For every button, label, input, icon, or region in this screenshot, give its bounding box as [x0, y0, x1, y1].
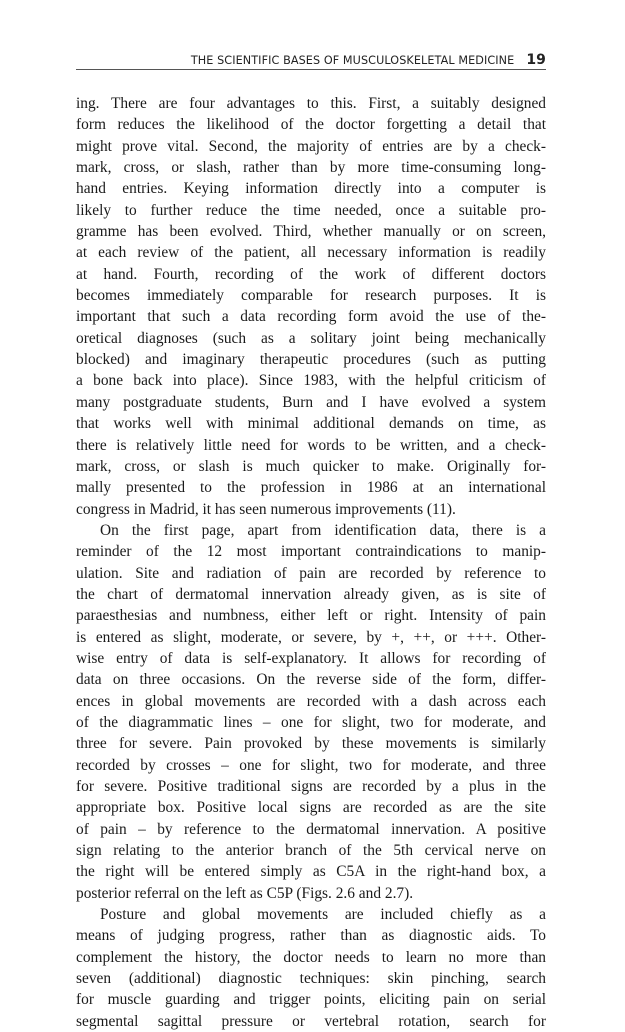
text-line: for severe. Positive traditional signs are recorded by a plus in the [76, 778, 546, 795]
text-line: segmental sagittal pressure or vertebral rotation, search for [76, 1012, 546, 1030]
text-line: important that such a data recording form avoid the use of the- [76, 308, 546, 326]
text-line: the chart of dermatomal innervation already given, as is site of [76, 585, 546, 603]
paragraph-1 [76, 93, 546, 520]
text-line: ing. There are four advantages to this. First, a suitably designed [76, 95, 546, 112]
text-line: for muscle guarding and trigger points, eliciting pain on serial [76, 991, 546, 1009]
text-line: form reduces the likelihood of the doctor forgetting a detail that [76, 116, 546, 134]
text-line: mark, cross, or slash is much quicker to make. Originally for- [76, 457, 546, 475]
text-line: blocked) and imaginary therapeutic procedures (such as putting [76, 351, 546, 369]
paragraph-3 [76, 904, 546, 1032]
text-line: appropriate box. Positive local signs are recorded as are the site [76, 799, 546, 817]
text-line: at hand. Fourth, recording of the work of different doctors [76, 265, 546, 283]
text-line: mark, cross, or slash, rather than by more time-consuming long- [76, 159, 546, 177]
text-line: paraesthesias and numbness, either left or right. Intensity of pain [76, 607, 546, 625]
text-line: might prove vital. Second, the majority of entries are by a check- [76, 137, 546, 155]
text-line: reminder of the 12 most important contraindications to manip- [76, 543, 546, 561]
paragraph-2 [76, 520, 546, 904]
text-line: Posture and global movements are included chiefly as a [100, 906, 546, 924]
text-line: a bone back into place). Since 1983, with the helpful criticism of [76, 372, 546, 390]
text-line: of the diagrammatic lines – one for slight, two for moderate, and [76, 713, 546, 731]
running-title: THE SCIENTIFIC BASES OF MUSCULOSKELETAL MEDICINE [190, 54, 515, 67]
text-line: wise entry of data is self-explanatory. It allows for recording of [76, 649, 546, 667]
text-line: ences in global movements are recorded with a dash across each [76, 692, 546, 710]
text-line: congress in Madrid, it has seen numerous improvements (11). [76, 500, 456, 518]
text-line: of pain – by reference to the dermatomal innervation. A positive [76, 820, 546, 838]
text-line: data on three occasions. On the reverse side of the form, differ- [76, 671, 546, 689]
text-line: gramme has been evolved. Third, whether manually or on screen, [76, 223, 546, 241]
text-line: means of judging progress, rather than as diagnostic aids. To [76, 927, 546, 945]
text-line: posterior referral on the left as C5P (Figs. 2.6 and 2.7). [76, 884, 414, 902]
text-line: On the first page, apart from identification data, there is a [100, 521, 546, 539]
text-line: hand entries. Keying information directly into a computer is [76, 180, 546, 198]
text-line: is entered as slight, moderate, or severe, by +, ++, or +++. Other- [76, 628, 546, 646]
text-line: sign relating to the anterior branch of the 5th cervical nerve on [76, 842, 546, 860]
text-line: becomes immediately comparable for research purposes. It is [76, 287, 546, 305]
text-line: many postgraduate students, Burn and I have evolved a system [76, 393, 546, 411]
page-number: 19 [526, 52, 546, 68]
text-line: at each review of the patient, all necessary information is readily [76, 244, 546, 262]
text-line: likely to further reduce the time needed, once a suitable pro- [76, 201, 546, 219]
text-line: the right will be entered simply as C5A in the right-hand box, a [76, 863, 546, 881]
text-line: ulation. Site and radiation of pain are recorded by reference to [76, 564, 546, 582]
body-text [76, 93, 546, 1032]
text-line: seven (additional) diagnostic techniques: skin pinching, search [76, 970, 546, 988]
text-line: mally presented to the profession in 1986 at an international [76, 479, 546, 497]
text-line: recorded by crosses – one for slight, two for moderate, and three [76, 756, 546, 774]
running-header [76, 52, 546, 68]
text-line: complement the history, the doctor needs to learn no more than [76, 948, 546, 966]
text-line: three for severe. Pain provoked by these movements is similarly [76, 735, 546, 753]
header-rule [76, 69, 546, 70]
text-line: there is relatively little need for words to be written, and a check- [76, 436, 546, 454]
text-line: oretical diagnoses (such as a solitary joint being mechanically [76, 329, 546, 347]
text-line: that works well with minimal additional demands on time, as [76, 415, 546, 433]
